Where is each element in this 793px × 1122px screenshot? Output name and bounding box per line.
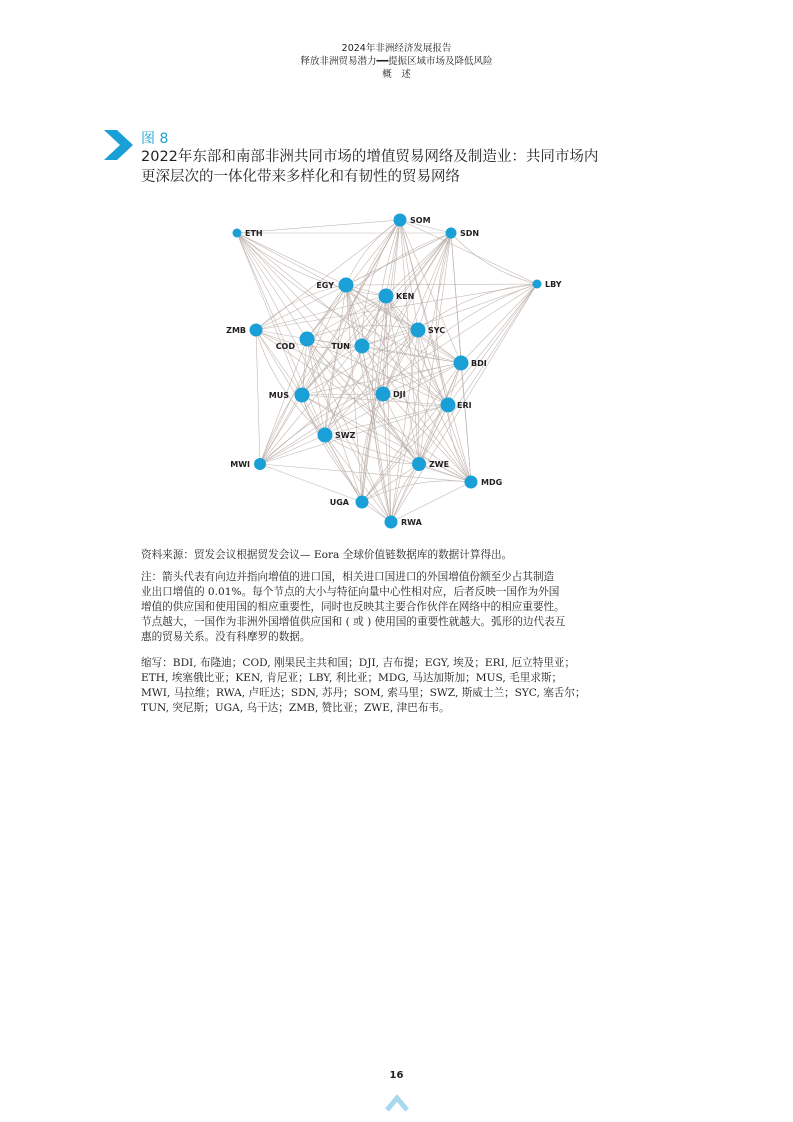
chevron-right-icon — [104, 130, 134, 160]
node-zmb — [250, 324, 263, 337]
node-label-swz: SWZ — [335, 431, 356, 440]
abbreviation-line: TUN, 突尼斯；UGA, 乌干达；ZMB, 赞比亚；ZWE, 津巴布韦。 — [141, 702, 450, 714]
trade-edge — [260, 284, 537, 464]
node-label-syc: SYC — [428, 326, 446, 335]
node-label-mdg: MDG — [481, 478, 503, 487]
trade-network-diagram — [210, 205, 580, 535]
node-label-zwe: ZWE — [429, 460, 450, 469]
node-bdi — [454, 356, 469, 371]
trade-edge — [391, 330, 418, 522]
abbreviation-line: 缩写：BDI, 布隆迪；COD, 刚果民主共和国；DJI, 吉布提；EGY, 埃及；ERI, 厄立特里亚； — [141, 657, 576, 669]
node-mdg — [465, 476, 478, 489]
trade-edge — [418, 233, 451, 330]
figure-title-line: 2022年东部和南部非洲共同市场的增值贸易网络及制造业：共同市场内 — [141, 149, 599, 165]
trade-edge — [256, 330, 307, 339]
figure-note — [141, 570, 661, 645]
node-eri — [441, 398, 456, 413]
abbreviation-line: MWI, 马拉维；RWA, 卢旺达；SDN, 苏丹；SOM, 索马里；SWZ, 斯威士兰；SYC, 塞舌尔； — [141, 687, 586, 699]
node-label-cod: COD — [275, 342, 295, 351]
node-label-egy: EGY — [316, 281, 334, 290]
header-subtitle: 释放非洲贸易潜力━━提振区域市场及降低风险 — [300, 56, 493, 67]
node-label-lby: LBY — [545, 280, 562, 289]
node-uga — [356, 496, 369, 509]
note-line: 注：箭头代表有向边并指向增值的进口国，相关进口国进口的外国增值份额至少占其制造 — [141, 571, 555, 583]
node-label-ken: KEN — [396, 292, 415, 301]
trade-edge — [256, 330, 260, 464]
node-label-dji: DJI — [393, 390, 406, 399]
node-sdn — [446, 228, 457, 239]
trade-edge — [362, 346, 419, 464]
note-line: 增值的供应国和使用国的相应重要性，同时也反映其主要合作伙伴在网络中的相应重要性。 — [141, 601, 565, 613]
trade-edge — [260, 395, 302, 464]
trade-edge — [256, 330, 302, 395]
page-number: 16 — [389, 1070, 404, 1081]
scroll-up-icon[interactable] — [383, 1090, 411, 1116]
node-ken — [379, 289, 394, 304]
trade-edge — [418, 330, 419, 464]
node-lby — [533, 280, 542, 289]
node-label-uga: UGA — [329, 498, 349, 507]
abbreviation-line: ETH, 埃塞俄比亚；KEN, 肯尼亚；LBY, 利比亚；MDG, 马达加斯加；MUS, 毛里求斯； — [141, 672, 563, 684]
node-som — [394, 214, 407, 227]
node-eth — [233, 229, 242, 238]
trade-edge — [256, 233, 451, 330]
header-report-title: 2024年非洲经济发展报告 — [341, 43, 452, 54]
node-label-rwa: RWA — [401, 518, 422, 527]
node-label-mus: MUS — [268, 391, 289, 400]
header-section: 概 述 — [382, 69, 411, 80]
figure-label: 图 8 — [141, 131, 169, 147]
trade-edge — [346, 284, 537, 285]
note-line: 业出口增值的 0.01%。每个节点的大小与特征向量中心性相对应，后者反映一国作为外国 — [141, 586, 560, 598]
node-label-eri: ERI — [457, 401, 472, 410]
abbreviations — [141, 656, 661, 716]
node-label-sdn: SDN — [460, 229, 480, 238]
node-cod — [300, 332, 315, 347]
trade-edge — [307, 220, 400, 339]
trade-edge — [448, 284, 537, 405]
trade-edge — [237, 233, 302, 395]
trade-edge — [260, 464, 362, 502]
node-mus — [295, 388, 310, 403]
node-rwa — [385, 516, 398, 529]
node-mwi — [254, 458, 266, 470]
trade-edge — [391, 233, 451, 522]
node-egy — [339, 278, 354, 293]
node-swz — [318, 428, 333, 443]
node-label-eth: ETH — [245, 229, 263, 238]
node-tun — [355, 339, 370, 354]
figure-source: 资料来源：贸发会议根据贸发会议— Eora 全球价值链数据库的数据计算得出。 — [141, 549, 513, 561]
figure-title — [141, 147, 681, 187]
node-dji — [376, 387, 391, 402]
running-header — [0, 42, 793, 81]
trade-edge — [260, 285, 346, 464]
note-line: 惠的贸易关系。没有科摩罗的数据。 — [141, 631, 311, 643]
network-edges — [237, 220, 537, 522]
trade-edge — [237, 233, 386, 296]
node-zwe — [412, 457, 426, 471]
node-label-mwi: MWI — [230, 460, 250, 469]
figure-title-line: 更深层次的一体化带来多样化和有韧性的贸易网络 — [141, 169, 460, 185]
note-line: 节点越大，一国作为非洲外国增值供应国和 ( 或 ) 使用国的重要性就越大。弧形的边代表互 — [141, 616, 566, 628]
node-label-som: SOM — [410, 216, 431, 225]
node-label-tun: TUN — [331, 342, 350, 351]
node-syc — [411, 323, 426, 338]
trade-edge — [461, 284, 537, 363]
node-label-zmb: ZMB — [226, 326, 246, 335]
node-label-bdi: BDI — [471, 359, 487, 368]
trade-edge — [451, 233, 537, 284]
